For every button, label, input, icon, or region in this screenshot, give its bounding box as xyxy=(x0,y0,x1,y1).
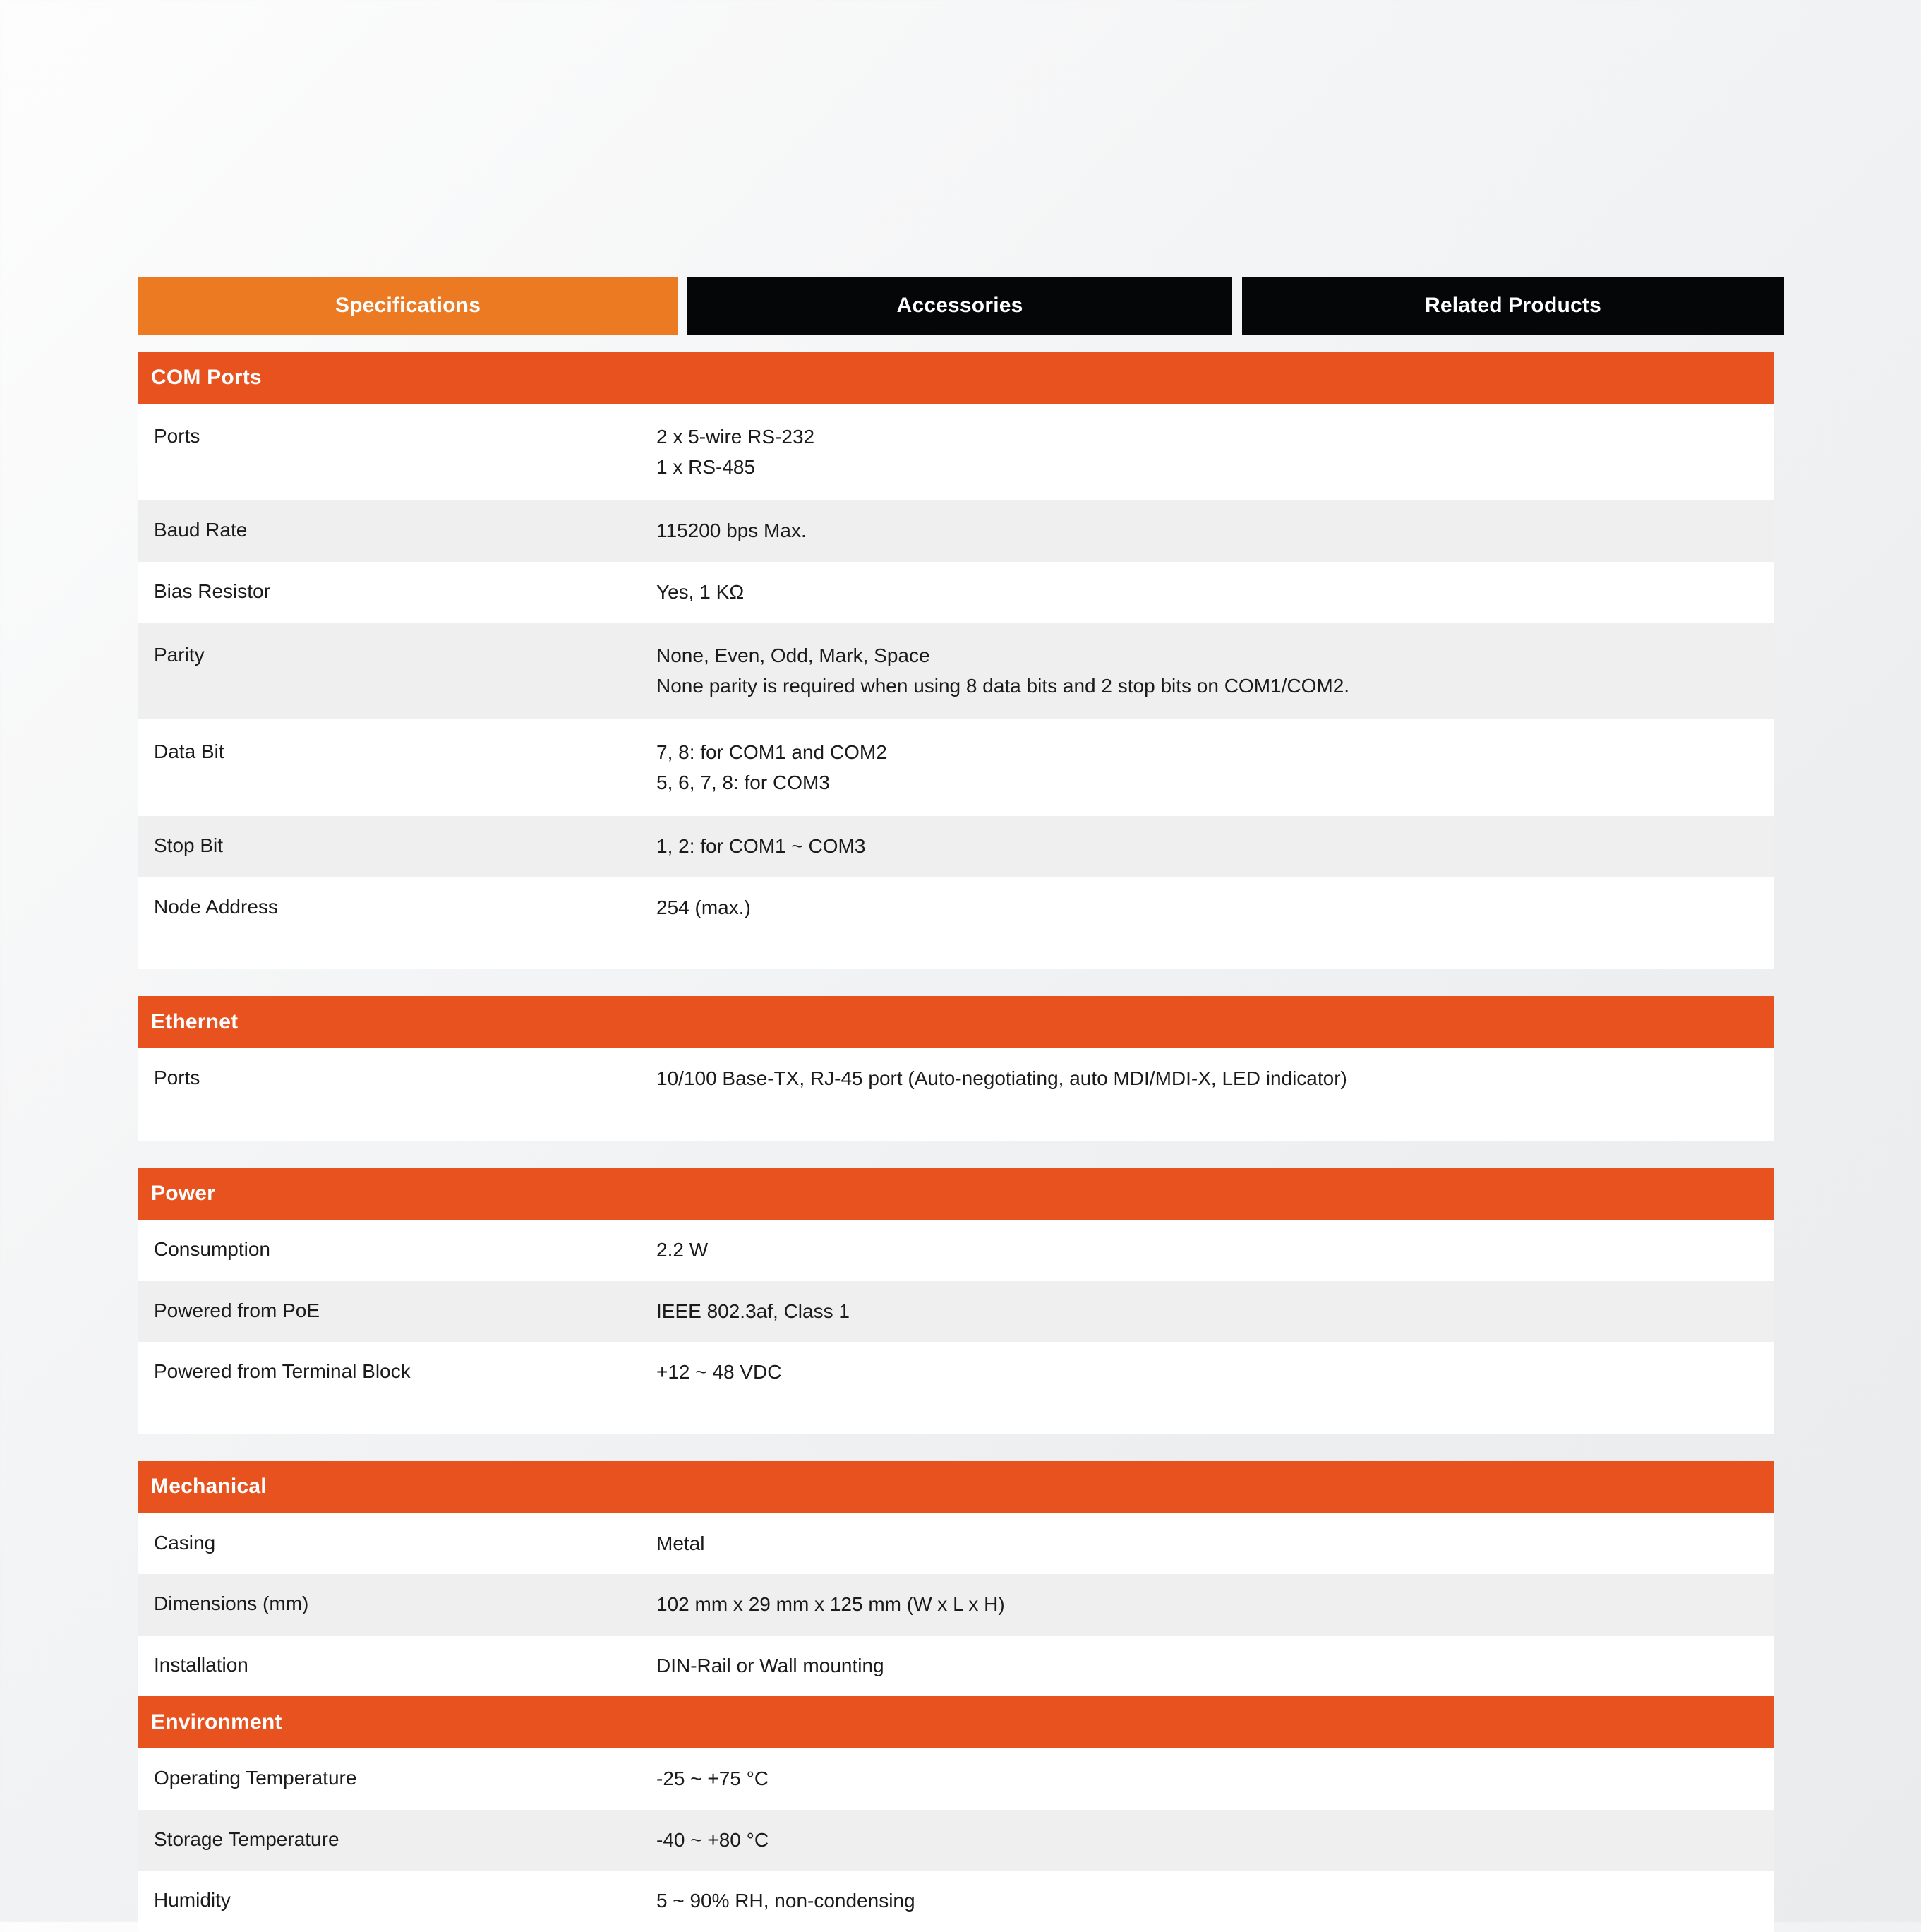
section-spacer xyxy=(138,969,1774,996)
table-row xyxy=(138,623,1774,719)
row-value xyxy=(649,738,1774,798)
row-value xyxy=(649,1651,1774,1681)
row-label: Ports xyxy=(154,1067,200,1089)
table-row xyxy=(138,877,1774,970)
row-value-line: IEEE 802.3af, Class 1 xyxy=(656,1300,850,1322)
row-label: Node Address xyxy=(154,895,278,918)
row-value-line: 5 ~ 90% RH, non-condensing xyxy=(656,1890,915,1912)
row-value xyxy=(649,1064,1774,1094)
table-row xyxy=(138,1220,1774,1281)
tab-specifications[interactable] xyxy=(138,277,678,335)
table-row xyxy=(138,1748,1774,1810)
row-label: Dimensions (mm) xyxy=(154,1592,309,1615)
tab-specifications-label: Specifications xyxy=(335,294,481,317)
row-value xyxy=(649,832,1774,862)
tab-accessories[interactable] xyxy=(687,277,1232,335)
specifications-table xyxy=(138,352,1774,1932)
tab-accessories-label: Accessories xyxy=(896,294,1023,317)
row-value xyxy=(649,1825,1774,1856)
row-label: Humidity xyxy=(154,1889,231,1912)
row-value xyxy=(649,1357,1774,1388)
tab-related-products[interactable] xyxy=(1242,277,1784,335)
section-header-ethernet-label: Ethernet xyxy=(151,1009,239,1033)
section-header-power-label: Power xyxy=(151,1181,216,1205)
table-row xyxy=(138,1574,1774,1636)
row-label: Casing xyxy=(154,1531,216,1554)
table-row xyxy=(138,1048,1774,1141)
row-value-line: 2.2 W xyxy=(656,1239,709,1261)
section-header-environment xyxy=(138,1696,1774,1748)
section-header-environment-label: Environment xyxy=(151,1710,282,1734)
table-row xyxy=(138,1636,1774,1697)
row-label: Ports xyxy=(154,425,200,447)
section-header-mechanical-label: Mechanical xyxy=(151,1475,267,1499)
row-value xyxy=(649,893,1774,923)
row-value xyxy=(649,1590,1774,1620)
row-value-line: 254 (max.) xyxy=(656,896,751,918)
table-row xyxy=(138,1810,1774,1871)
tab-related-products-label: Related Products xyxy=(1425,294,1601,317)
row-value xyxy=(649,422,1774,482)
row-label: Installation xyxy=(154,1653,248,1676)
row-value-line: Yes, 1 KΩ xyxy=(656,580,745,603)
row-value xyxy=(649,1235,1774,1266)
row-value xyxy=(649,1297,1774,1327)
table-row xyxy=(138,1281,1774,1343)
row-value-line: 115200 bps Max. xyxy=(656,520,807,542)
row-label: Storage Temperature xyxy=(154,1828,339,1850)
row-label: Data Bit xyxy=(154,740,224,763)
row-label: Powered from PoE xyxy=(154,1299,320,1321)
section-header-power xyxy=(138,1168,1774,1220)
section-header-mechanical xyxy=(138,1461,1774,1513)
table-row xyxy=(138,1342,1774,1434)
table-row xyxy=(138,500,1774,562)
section-spacer xyxy=(138,1434,1774,1461)
row-value-line: -40 ~ +80 °C xyxy=(656,1828,769,1851)
row-value-line: +12 ~ 48 VDC xyxy=(656,1361,782,1384)
row-label: Powered from Terminal Block xyxy=(154,1360,411,1383)
row-label: Operating Temperature xyxy=(154,1767,357,1789)
row-value-line: 2 x 5-wire RS-232 xyxy=(656,426,815,448)
row-value xyxy=(649,641,1774,701)
table-row xyxy=(138,562,1774,623)
row-value xyxy=(649,516,1774,546)
row-value-line: 10/100 Base-TX, RJ-45 port (Auto-negotiating, auto MDI/MDI-X, LED indicator) xyxy=(656,1067,1347,1090)
row-value-line: Metal xyxy=(656,1532,705,1554)
section-spacer xyxy=(138,1141,1774,1168)
row-label: Parity xyxy=(154,644,205,666)
section-header-com-ports-label: COM Ports xyxy=(151,365,262,389)
row-value-line: -25 ~ +75 °C xyxy=(656,1768,769,1790)
row-label: Consumption xyxy=(154,1238,270,1261)
row-value-line: 7, 8: for COM1 and COM2 xyxy=(656,741,887,764)
row-value xyxy=(649,1764,1774,1794)
tab-bar xyxy=(138,277,1774,335)
table-row xyxy=(138,719,1774,816)
row-value-line: 102 mm x 29 mm x 125 mm (W x L x H) xyxy=(656,1593,1005,1616)
row-value-line: None parity is required when using 8 data bits and 2 stop bits on COM1/COM2. xyxy=(656,674,1350,697)
table-row xyxy=(138,404,1774,500)
row-label: Bias Resistor xyxy=(154,580,270,602)
row-value-line: 1 x RS-485 xyxy=(656,455,756,478)
table-row xyxy=(138,1513,1774,1575)
row-value-line: 1, 2: for COM1 ~ COM3 xyxy=(656,835,866,858)
specifications-panel xyxy=(138,277,1774,1932)
section-header-com-ports xyxy=(138,352,1774,404)
row-value-line: None, Even, Odd, Mark, Space xyxy=(656,644,930,667)
row-label: Stop Bit xyxy=(154,834,224,857)
row-value xyxy=(649,1529,1774,1559)
section-header-ethernet xyxy=(138,996,1774,1048)
row-value-line: 5, 6, 7, 8: for COM3 xyxy=(656,771,830,793)
table-row xyxy=(138,1871,1774,1932)
row-value-line: DIN-Rail or Wall mounting xyxy=(656,1654,884,1676)
row-label: Baud Rate xyxy=(154,519,248,541)
row-value xyxy=(649,1886,1774,1916)
table-row xyxy=(138,816,1774,877)
row-value xyxy=(649,577,1774,608)
